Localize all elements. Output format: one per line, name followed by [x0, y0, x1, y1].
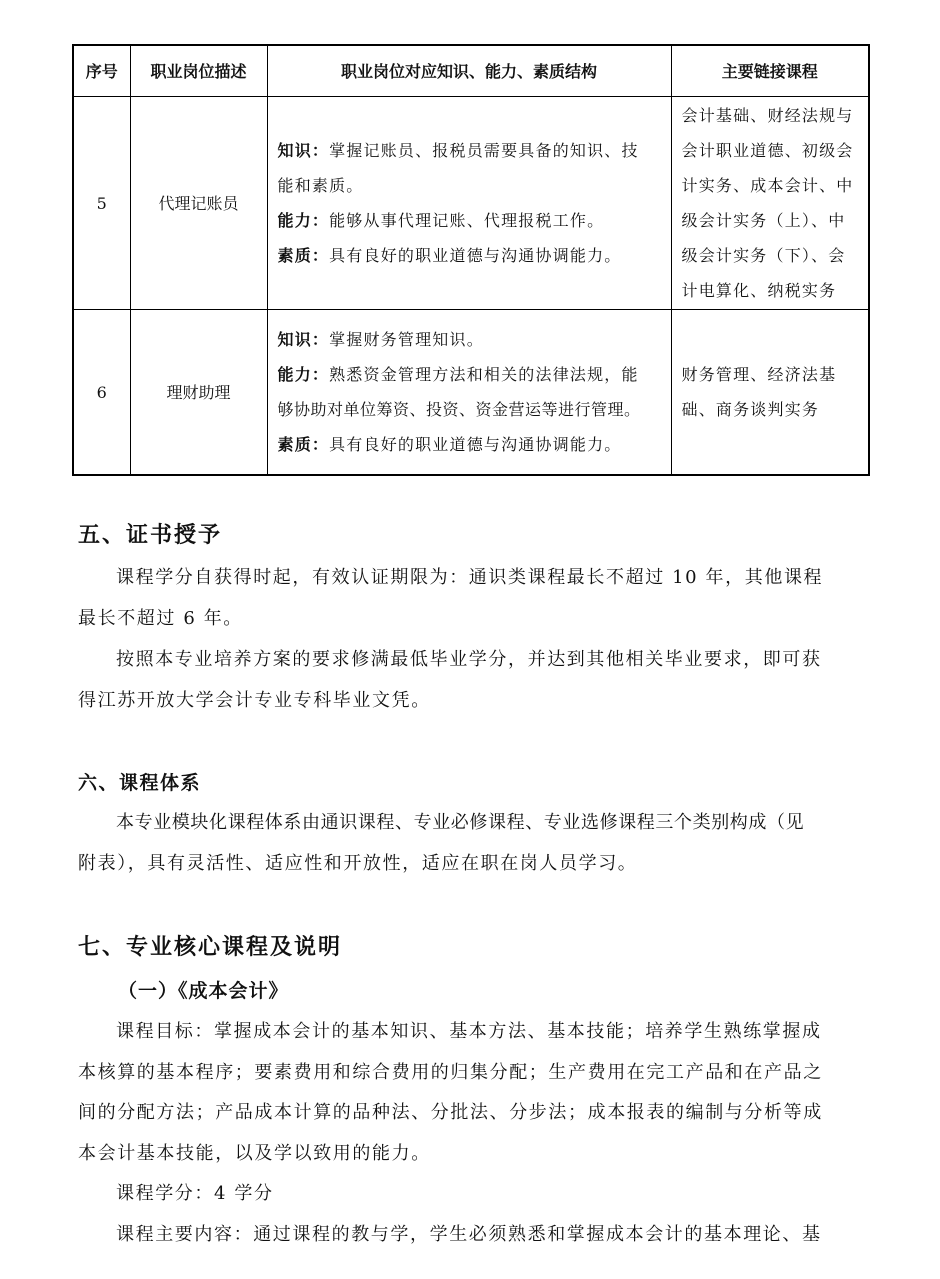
knowledge-line-continued: 能和素质。: [277, 176, 364, 195]
paragraph-line: 本核算的基本程序；要素费用和综合费用的归集分配；生产费用在完工产品和在产品之: [78, 1061, 823, 1083]
ability-line: [278, 357, 665, 392]
paragraph-course-goal: [78, 1012, 868, 1174]
paragraph-line: 课程目标：掌握成本会计的基本知识、基本方法、基本技能；培养学生熟练掌握成: [116, 1021, 822, 1042]
paragraph-line: 课程主要内容：通过课程的教与学，学生必须熟悉和掌握成本会计的基本理论、基: [116, 1224, 822, 1245]
row-serial-number: 5: [73, 97, 130, 310]
row-linked-courses: [671, 310, 869, 476]
course-line: 级会计实务（下）、会: [681, 246, 846, 265]
row-knowledge-structure: [267, 310, 671, 476]
ability-line: [278, 203, 665, 238]
paragraph: [78, 640, 868, 721]
ability-text: 能够从事代理记账、代理报税工作。: [329, 211, 605, 230]
row-job-description: 理财助理: [130, 310, 267, 476]
row-linked-courses: [671, 97, 869, 310]
section-title-core-courses: 七、专业核心课程及说明: [78, 935, 343, 960]
row-knowledge-structure: [267, 97, 671, 310]
paragraph-line: 得江苏开放大学会计专业专科毕业文凭。: [78, 689, 431, 711]
quality-text: 具有良好的职业道德与沟通协调能力。: [329, 246, 622, 265]
knowledge-text: 掌握财务管理知识。: [329, 330, 484, 349]
ability-text: 熟悉资金管理方法和相关的法律法规，能: [329, 365, 639, 384]
course-line: 础、商务谈判实务: [681, 400, 820, 419]
paragraph-line: 本专业模块化课程体系由通识课程、专业必修课程、专业选修课程三个类别构成（见: [116, 812, 805, 833]
paragraph: [78, 803, 868, 884]
job-positions-table: [72, 44, 870, 476]
knowledge-text: 掌握记账员、报税员需要具备的知识、技: [329, 141, 639, 160]
knowledge-line: [278, 133, 665, 168]
row-serial-number: 6: [73, 310, 130, 476]
quality-label: 素质：: [277, 246, 330, 265]
quality-text: 具有良好的职业道德与沟通协调能力。: [329, 435, 622, 454]
header-linked-courses: 主要链接课程: [671, 45, 869, 97]
header-serial-number: 序号: [73, 45, 130, 97]
course-line: 级会计实务（上）、中: [681, 211, 846, 230]
paragraph-line: 最长不超过 6 年。: [78, 607, 243, 629]
section-title-certificate: 五、证书授予: [78, 523, 223, 548]
ability-label: 能力：: [277, 211, 330, 230]
paragraph-line: 课程学分：4 学分: [116, 1183, 274, 1204]
paragraph-course-credit: [78, 1174, 868, 1215]
paragraph-course-content: [78, 1215, 868, 1256]
course-line: 会计职业道德、初级会: [681, 141, 854, 160]
paragraph-line: 本会计基本技能，以及学以致用的能力。: [78, 1142, 431, 1164]
header-knowledge-structure: 职业岗位对应知识、能力、素质结构: [267, 45, 671, 97]
header-job-description: 职业岗位描述: [130, 45, 267, 97]
course-line: 计实务、成本会计、中: [681, 176, 854, 195]
knowledge-label: 知识：: [277, 141, 330, 160]
ability-label: 能力：: [277, 365, 330, 384]
subsection-title-cost-accounting: （一）《成本会计》: [118, 980, 289, 1002]
paragraph-line: 间的分配方法；产品成本计算的品种法、分批法、分步法；成本报表的编制与分析等成: [78, 1102, 823, 1123]
row-job-description: 代理记账员: [130, 97, 267, 310]
paragraph-line: 附表），具有灵活性、适应性和开放性，适应在职在岗人员学习。: [78, 852, 638, 874]
table-header-row: [73, 45, 869, 97]
paragraph: [78, 558, 868, 639]
course-line: 财务管理、经济法基: [681, 365, 837, 384]
ability-line-continued: 够协助对单位筹资、投资、资金营运等进行管理。: [277, 400, 641, 419]
paragraph-line: 课程学分自获得时起，有效认证期限为：通识类课程最长不超过 10 年，其他课程: [116, 567, 824, 588]
course-line: 会计基础、财经法规与: [681, 106, 854, 125]
knowledge-line: [278, 322, 665, 357]
table-row: [73, 97, 869, 310]
section-title-curriculum: 六、课程体系: [78, 772, 202, 794]
quality-line: [278, 238, 665, 273]
quality-label: 素质：: [277, 435, 330, 454]
table-row: [73, 310, 869, 476]
paragraph-line: 按照本专业培养方案的要求修满最低毕业学分，并达到其他相关毕业要求，即可获: [116, 649, 822, 670]
knowledge-label: 知识：: [277, 330, 330, 349]
quality-line: [278, 427, 665, 462]
course-line: 计电算化、纳税实务: [681, 281, 837, 300]
